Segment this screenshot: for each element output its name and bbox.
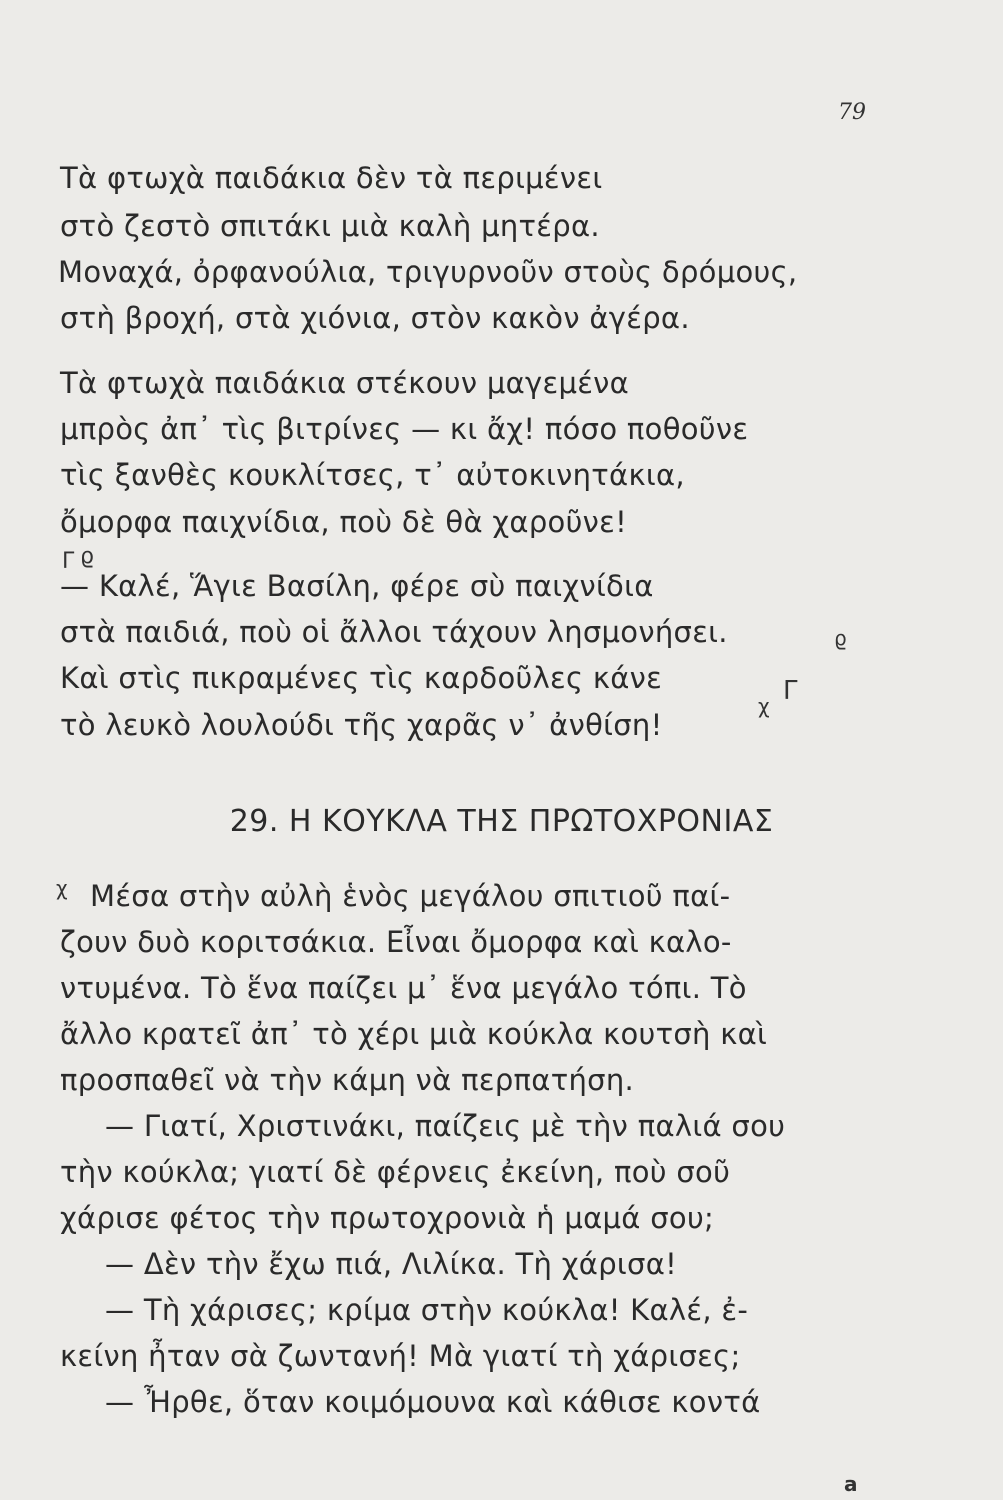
poem-line: στὰ παιδιά, ποὺ οἱ ἄλλοι τάχουν λησμονήσει. [60,615,728,649]
handwritten-mark: Γ [62,549,75,574]
poem-line: στὴ βροχή, στὰ χιόνια, στὸν κακὸν ἀγέρα. [60,301,690,335]
poem-line: τὶς ξανθὲς κουκλίτσες, τ᾽ αὐτοκινητάκια, [60,458,685,492]
poem-line: Καὶ στὶς πικραμένες τὶς καρδοῦλες κάνε [60,661,663,695]
poem-line: Μοναχά, ὀρφανούλια, τριγυρνοῦν στοὺς δρόμους, [58,255,798,289]
poem-line: στὸ ζεστὸ σπιτάκι μιὰ καλὴ μητέρα. [60,209,600,243]
poem-line: τὸ λευκὸ λουλούδι τῆς χαρᾶς ν᾽ ἀνθίση! [60,708,663,742]
page-number: 79 [838,100,866,125]
prose-line: ἄλλο κρατεῖ ἀπ᾽ τὸ χέρι μιὰ κούκλα κουτσὴ καὶ [60,1017,768,1051]
handwritten-mark: Γ [783,676,798,706]
handwritten-mark: a [844,1472,858,1496]
poem-line: Τὰ φτωχὰ παιδάκια στέκουν μαγεμένα [60,366,630,400]
prose-line: τὴν κούκλα; γιατί δὲ φέρνεις ἐκείνη, ποὺ σοῦ [60,1155,731,1189]
chapter-heading: 29. Η ΚΟΥΚΛΑ ΤΗΣ ΠΡΩΤΟΧΡΟΝΙΑΣ [229,804,774,839]
handwritten-mark: χ [758,694,770,718]
dialogue-line: — Δὲν τὴν ἔχω πιά, Λιλίκα. Τὴ χάρισα! [105,1247,678,1281]
poem-line: μπρὸς ἀπ᾽ τὶς βιτρίνες — κι ἄχ! πόσο ποθοῦνε [60,412,749,446]
prose-line: ζουν δυὸ κοριτσάκια. Εἶναι ὄμορφα καὶ καλο- [60,925,732,959]
poem-line: Τὰ φτωχὰ παιδάκια δὲν τὰ περιμένει [60,161,603,195]
dialogue-line: — Ἦρθε, ὅταν κοιμόμουνα καὶ κάθισε κοντά [105,1385,761,1419]
prose-line: κείνη ἦταν σὰ ζωντανή! Μὰ γιατί τὴ χάρισες; [60,1339,741,1373]
prose-line: Μέσα στὴν αὐλὴ ἑνὸς μεγάλου σπιτιοῦ παί- [90,879,731,913]
poem-line: — Καλέ, Ἅγιε Βασίλη, φέρε σὺ παιχνίδια [60,569,654,603]
handwritten-mark: ϱ [80,544,94,569]
handwritten-mark: ϱ [834,626,847,650]
dialogue-line: — Γιατί, Χριστινάκι, παίζεις μὲ τὴν παλιά σου [105,1109,786,1143]
prose-line: προσπαθεῖ νὰ τὴν κάμη νὰ περπατήση. [60,1063,635,1097]
dialogue-line: — Τὴ χάρισες; κρίμα στὴν κούκλα! Καλέ, ἐ- [105,1293,749,1327]
poem-line: ὄμορφα παιχνίδια, ποὺ δὲ θὰ χαροῦνε! [60,505,628,539]
handwritten-mark: χ [56,876,68,900]
prose-line: χάρισε φέτος τὴν πρωτοχρονιὰ ἡ μαμά σου; [60,1201,715,1235]
prose-line: ντυμένα. Τὸ ἕνα παίζει μ᾽ ἕνα μεγάλο τόπι. Τὸ [60,971,747,1005]
